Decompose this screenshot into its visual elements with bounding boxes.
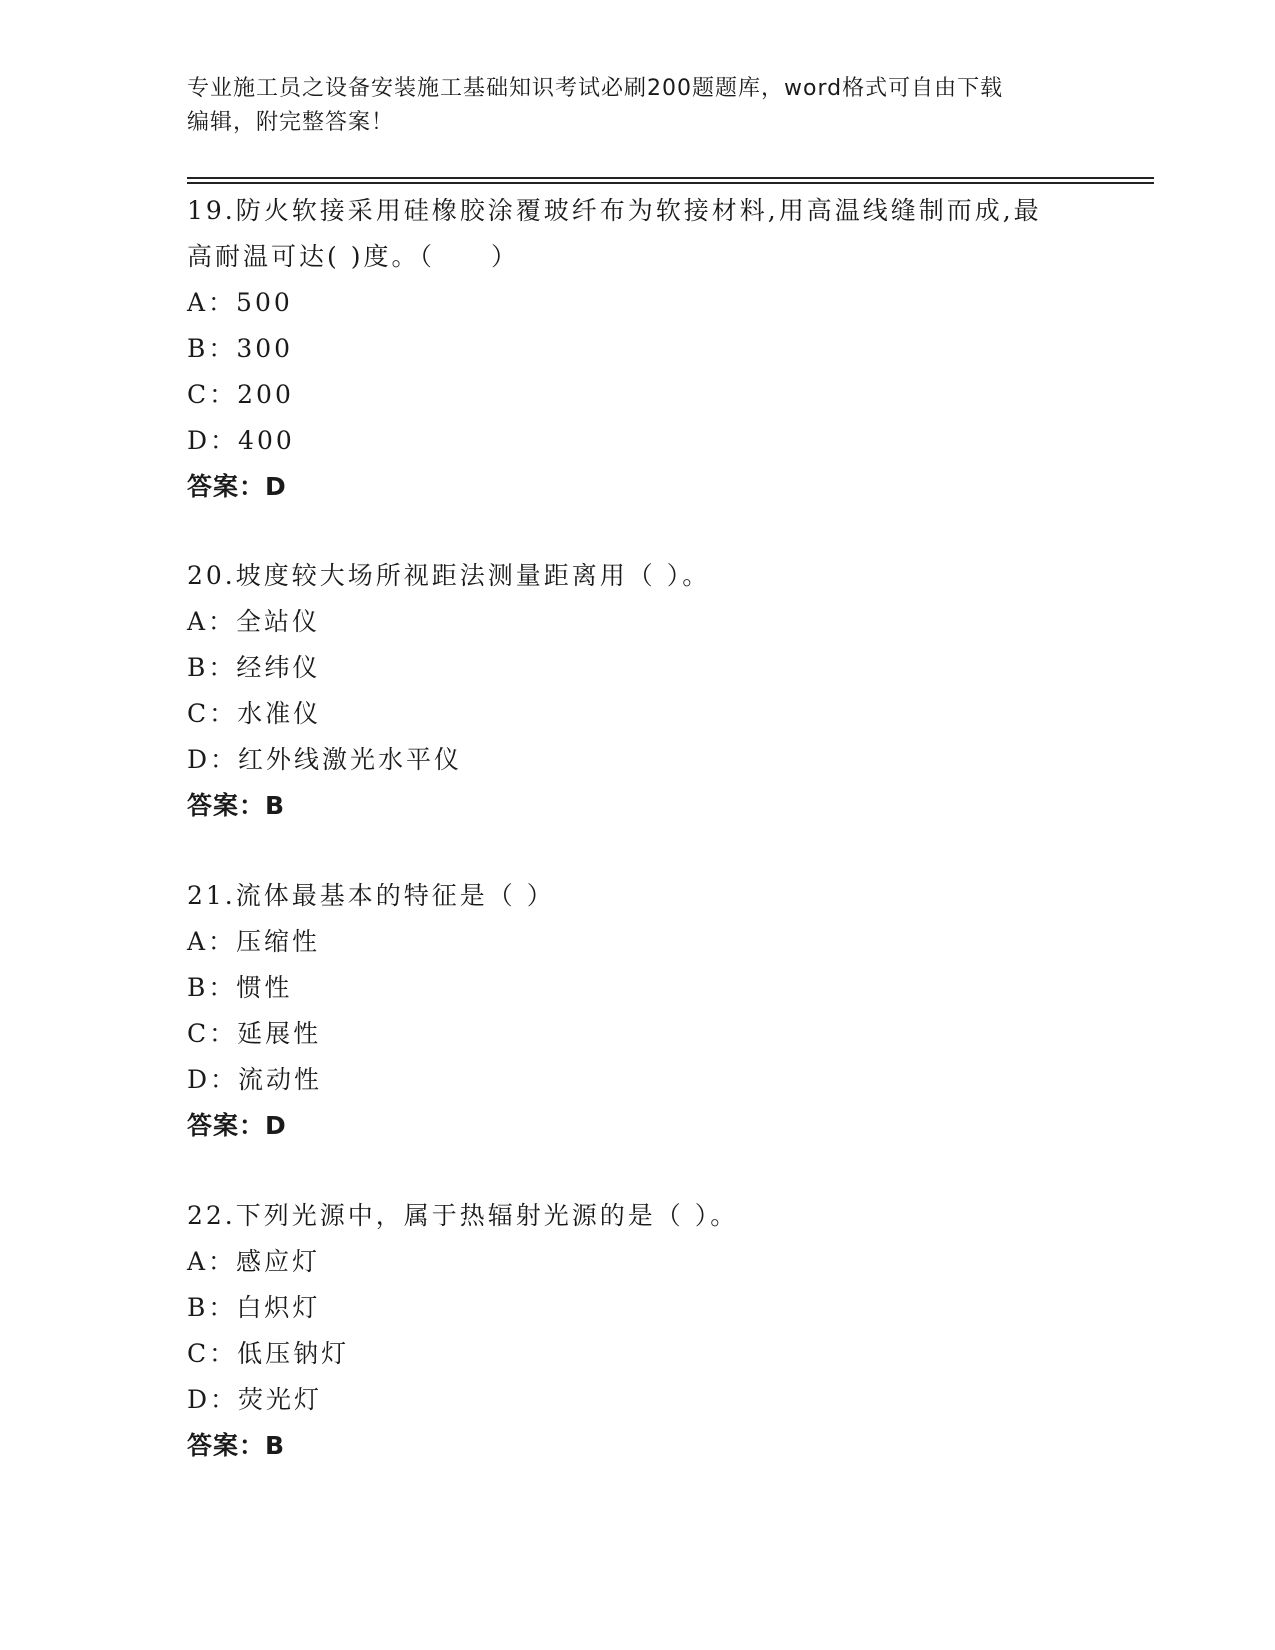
option-b: B：300 (187, 334, 294, 363)
option-d: D：红外线激光水平仪 (187, 745, 463, 774)
option-a: A：500 (187, 288, 293, 317)
option-c: C：低压钠灯 (187, 1339, 350, 1368)
option-a: A：压缩性 (187, 927, 321, 956)
question-21 (187, 873, 1087, 1149)
question-stem: 21.流体最基本的特征是（ ） (187, 881, 555, 910)
question-22 (187, 1193, 1087, 1469)
option-a: A：全站仪 (187, 607, 321, 636)
option-c: C：200 (187, 380, 294, 409)
option-d: D：400 (187, 426, 295, 455)
option-c: C：水准仪 (187, 699, 322, 728)
option-c: C：延展性 (187, 1019, 322, 1048)
question-20 (187, 553, 1087, 829)
option-a: A：感应灯 (187, 1247, 321, 1276)
option-b: B：白炽灯 (187, 1293, 321, 1322)
question-stem: 22.下列光源中，属于热辐射光源的是（ ）。 (187, 1201, 739, 1230)
header-line-1: 专业施工员之设备安装施工基础知识考试必刷200题题库，word格式可自由下载 (187, 76, 1004, 101)
question-stem: 20.坡度较大场所视距法测量距离用（ ）。 (187, 561, 711, 590)
page-header (187, 72, 1087, 140)
question-stem: 高耐温可达( )度。（ ） (187, 242, 519, 271)
option-b: B：惯性 (187, 973, 293, 1002)
header-line-2: 编辑，附完整答案！ (187, 110, 395, 135)
header-divider-top (187, 177, 1154, 179)
answer-line: 答案：D (187, 1111, 287, 1140)
answer-line: 答案：B (187, 791, 286, 820)
option-d: D：流动性 (187, 1065, 323, 1094)
option-b: B：经纬仪 (187, 653, 321, 682)
answer-line: 答案：B (187, 1431, 286, 1460)
question-19 (187, 188, 1087, 510)
answer-line: 答案：D (187, 472, 287, 501)
header-divider-bottom (187, 182, 1154, 184)
question-stem: 19.防火软接采用硅橡胶涂覆玻纤布为软接材料,用高温线缝制而成,最 (187, 196, 1042, 225)
option-d: D：荧光灯 (187, 1385, 323, 1414)
